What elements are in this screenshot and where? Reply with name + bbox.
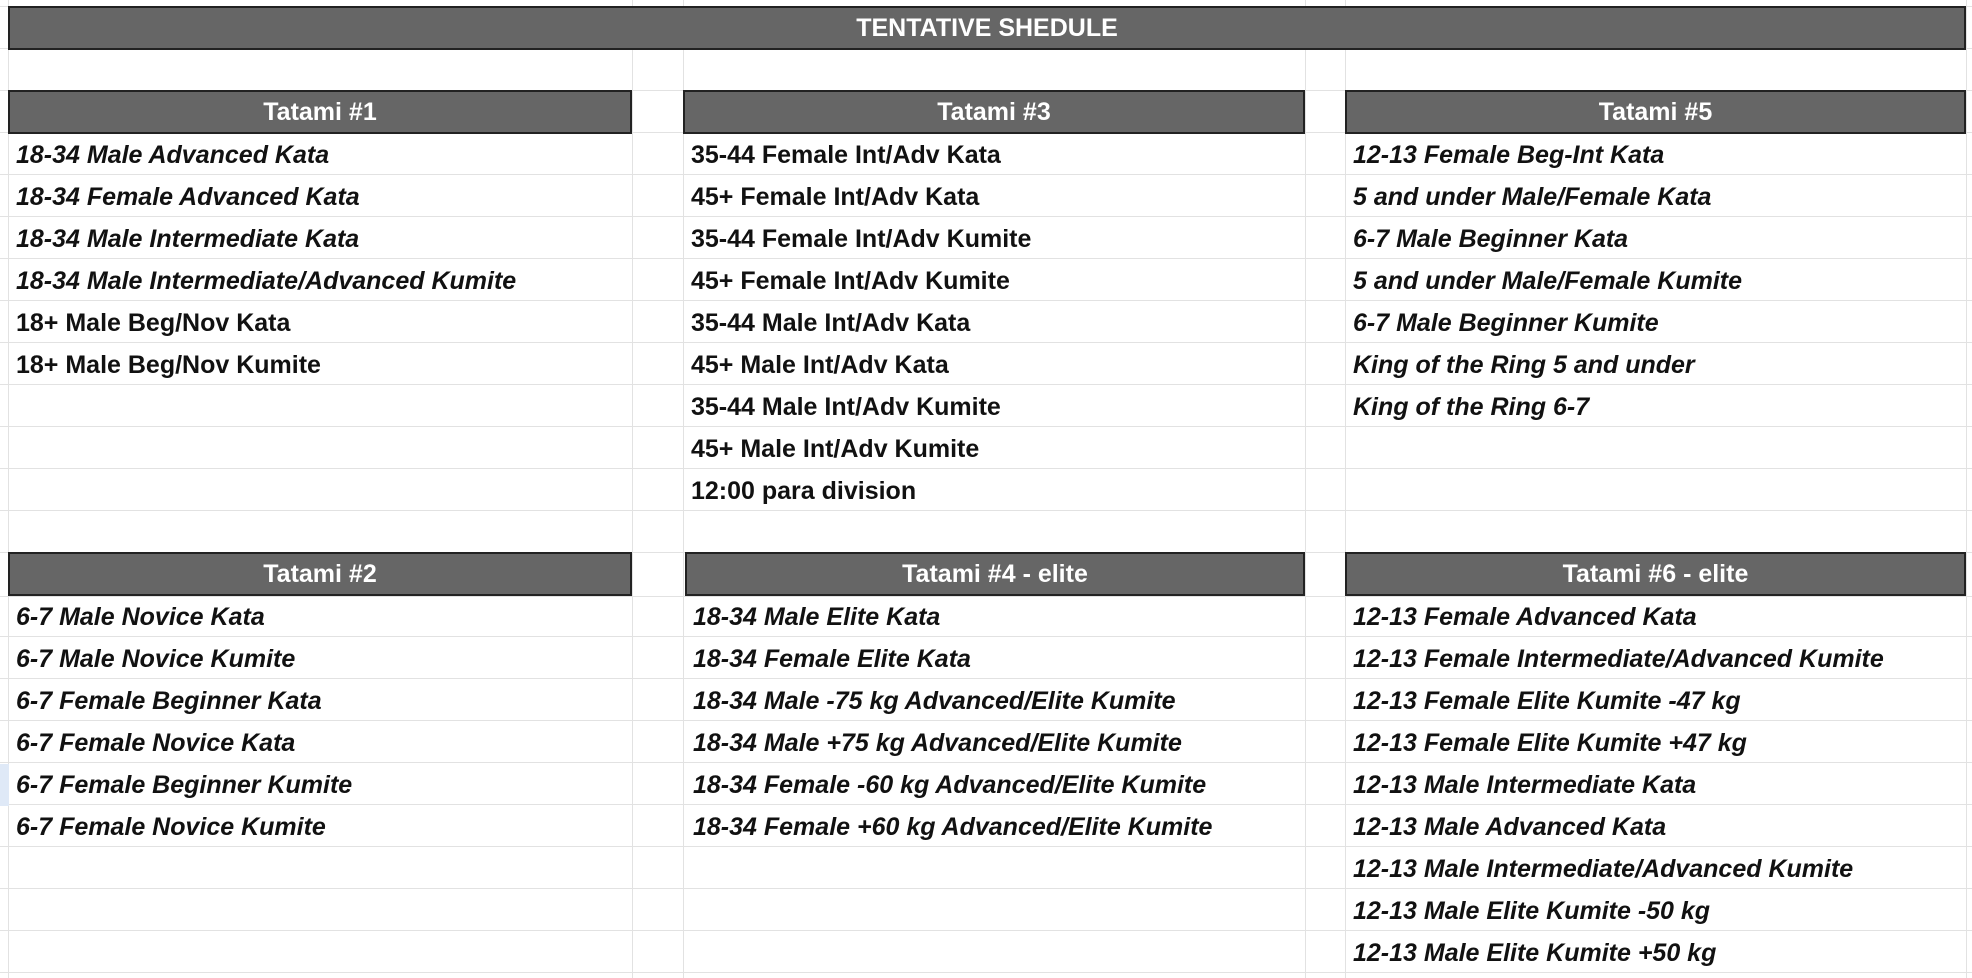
tatami-header[interactable]: Tatami #1 (8, 90, 632, 134)
division-cell[interactable]: 6-7 Male Beginner Kumite (1353, 308, 1659, 337)
division-cell[interactable]: 5 and under Male/Female Kumite (1353, 266, 1742, 295)
division-cell[interactable]: 45+ Female Int/Adv Kata (691, 182, 980, 211)
division-cell[interactable]: 12-13 Female Elite Kumite +47 kg (1353, 728, 1747, 757)
schedule-title[interactable]: TENTATIVE SHEDULE (8, 6, 1966, 50)
division-cell[interactable]: 6-7 Male Novice Kumite (16, 644, 296, 673)
tatami-header[interactable]: Tatami #2 (8, 552, 632, 596)
division-cell[interactable]: 12-13 Male Elite Kumite +50 kg (1353, 938, 1717, 967)
division-cell[interactable]: 12-13 Male Intermediate Kata (1353, 770, 1697, 799)
tatami-header[interactable]: Tatami #6 - elite (1345, 552, 1966, 596)
division-cell[interactable]: 6-7 Male Novice Kata (16, 602, 265, 631)
tatami-header[interactable]: Tatami #5 (1345, 90, 1966, 134)
division-cell[interactable]: 18-34 Female -60 kg Advanced/Elite Kumite (693, 770, 1207, 799)
grid-column-line (1966, 0, 1967, 978)
division-cell[interactable]: 35-44 Female Int/Adv Kumite (691, 224, 1032, 253)
division-cell[interactable]: 18-34 Male -75 kg Advanced/Elite Kumite (693, 686, 1176, 715)
division-cell[interactable]: 18-34 Male +75 kg Advanced/Elite Kumite (693, 728, 1182, 757)
division-cell[interactable]: 45+ Male Int/Adv Kata (691, 350, 949, 379)
division-cell[interactable]: 5 and under Male/Female Kata (1353, 182, 1712, 211)
division-cell[interactable]: 45+ Male Int/Adv Kumite (691, 434, 980, 463)
division-cell[interactable]: 35-44 Male Int/Adv Kumite (691, 392, 1001, 421)
grid-column-line (1305, 0, 1306, 978)
division-cell[interactable]: King of the Ring 6-7 (1353, 392, 1590, 421)
division-cell[interactable]: 12-13 Male Advanced Kata (1353, 812, 1667, 841)
division-cell[interactable]: 18+ Male Beg/Nov Kumite (16, 350, 321, 379)
division-cell[interactable]: 18-34 Female Elite Kata (693, 644, 971, 673)
division-cell[interactable]: 6-7 Female Novice Kumite (16, 812, 326, 841)
division-cell[interactable]: 18-34 Male Elite Kata (693, 602, 941, 631)
division-cell[interactable]: 18-34 Female +60 kg Advanced/Elite Kumite (693, 812, 1213, 841)
division-cell[interactable]: 12:00 para division (691, 476, 917, 505)
division-cell[interactable]: 18-34 Male Intermediate Kata (16, 224, 360, 253)
tatami-header[interactable]: Tatami #4 - elite (685, 552, 1305, 596)
division-cell[interactable]: 35-44 Female Int/Adv Kata (691, 140, 1001, 169)
division-cell[interactable]: 6-7 Female Novice Kata (16, 728, 296, 757)
division-cell[interactable]: 12-13 Female Beg-Int Kata (1353, 140, 1665, 169)
division-cell[interactable]: 12-13 Female Advanced Kata (1353, 602, 1697, 631)
division-cell[interactable]: 6-7 Female Beginner Kata (16, 686, 322, 715)
division-cell[interactable]: 18+ Male Beg/Nov Kata (16, 308, 291, 337)
tatami-header[interactable]: Tatami #3 (683, 90, 1305, 134)
division-cell[interactable]: 12-13 Female Elite Kumite -47 kg (1353, 686, 1741, 715)
division-cell[interactable]: 6-7 Male Beginner Kata (1353, 224, 1629, 253)
division-cell[interactable]: 18-34 Male Advanced Kata (16, 140, 330, 169)
division-cell[interactable]: King of the Ring 5 and under (1353, 350, 1695, 379)
division-cell[interactable]: 35-44 Male Int/Adv Kata (691, 308, 971, 337)
division-cell[interactable]: 12-13 Male Elite Kumite -50 kg (1353, 896, 1711, 925)
division-cell[interactable]: 45+ Female Int/Adv Kumite (691, 266, 1010, 295)
division-cell[interactable]: 18-34 Female Advanced Kata (16, 182, 360, 211)
grid-column-line (632, 0, 633, 978)
division-cell[interactable]: 12-13 Male Intermediate/Advanced Kumite (1353, 854, 1854, 883)
division-cell[interactable]: 6-7 Female Beginner Kumite (16, 770, 353, 799)
division-cell[interactable]: 12-13 Female Intermediate/Advanced Kumite (1353, 644, 1884, 673)
division-cell[interactable]: 18-34 Male Intermediate/Advanced Kumite (16, 266, 517, 295)
